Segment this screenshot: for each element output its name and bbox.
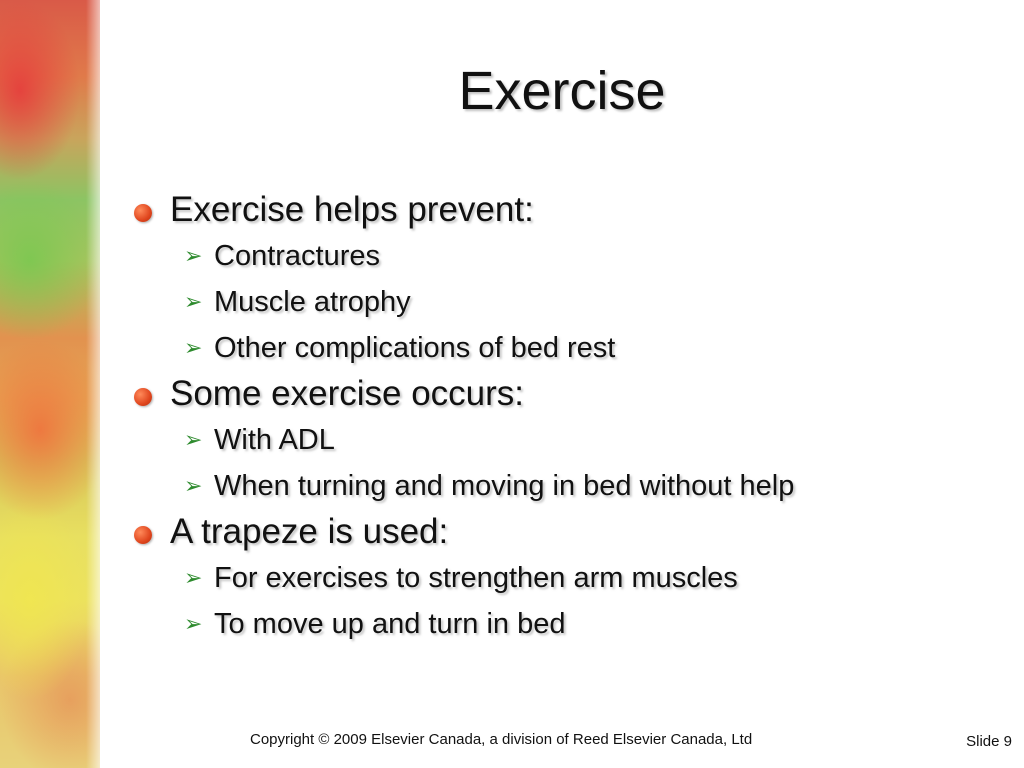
- sub-bullet-text: To move up and turn in bed: [214, 608, 566, 640]
- sub-bullet-item: [128, 282, 1008, 322]
- green-arrow-bullet-icon: ➢: [184, 289, 203, 314]
- green-arrow-bullet-icon: ➢: [184, 565, 203, 590]
- slide-title: Exercise: [458, 61, 666, 121]
- sub-bullet-text: Other complications of bed rest: [214, 332, 616, 364]
- sub-bullet-text: For exercises to strengthen arm muscles: [214, 562, 738, 594]
- green-arrow-bullet-icon: ➢: [184, 243, 203, 268]
- orange-circle-bullet-icon: [134, 526, 152, 544]
- copyright-footer: Copyright © 2009 Elsevier Canada, a division of Reed Elsevier Canada, Ltd: [250, 731, 753, 748]
- bullet-text: A trapeze is used:: [170, 512, 449, 551]
- green-arrow-bullet-icon: ➢: [184, 473, 203, 498]
- bullet-text: Some exercise occurs:: [170, 374, 525, 413]
- sub-bullet-text: With ADL: [214, 424, 335, 456]
- slide-number: Slide 9: [966, 733, 1012, 750]
- sub-bullet-item: [128, 328, 1008, 368]
- green-arrow-bullet-icon: ➢: [184, 611, 203, 636]
- sub-bullet-text: When turning and moving in bed without help: [214, 470, 795, 502]
- sub-bullet-item: [128, 466, 1008, 506]
- sub-bullet-item: [128, 236, 1008, 276]
- bullet-item: [128, 374, 1008, 414]
- green-arrow-bullet-icon: ➢: [184, 335, 203, 360]
- slide-content: [128, 190, 1008, 650]
- decorative-side-band: [0, 0, 100, 768]
- sub-bullet-text: Muscle atrophy: [214, 286, 411, 318]
- bullet-text: Exercise helps prevent:: [170, 190, 534, 229]
- orange-circle-bullet-icon: [134, 204, 152, 222]
- sub-bullet-item: [128, 420, 1008, 460]
- bullet-item: [128, 512, 1008, 552]
- orange-circle-bullet-icon: [134, 388, 152, 406]
- sub-bullet-item: [128, 558, 1008, 598]
- sub-bullet-text: Contractures: [214, 240, 381, 272]
- sub-bullet-item: [128, 604, 1008, 644]
- bullet-item: [128, 190, 1008, 230]
- green-arrow-bullet-icon: ➢: [184, 427, 203, 452]
